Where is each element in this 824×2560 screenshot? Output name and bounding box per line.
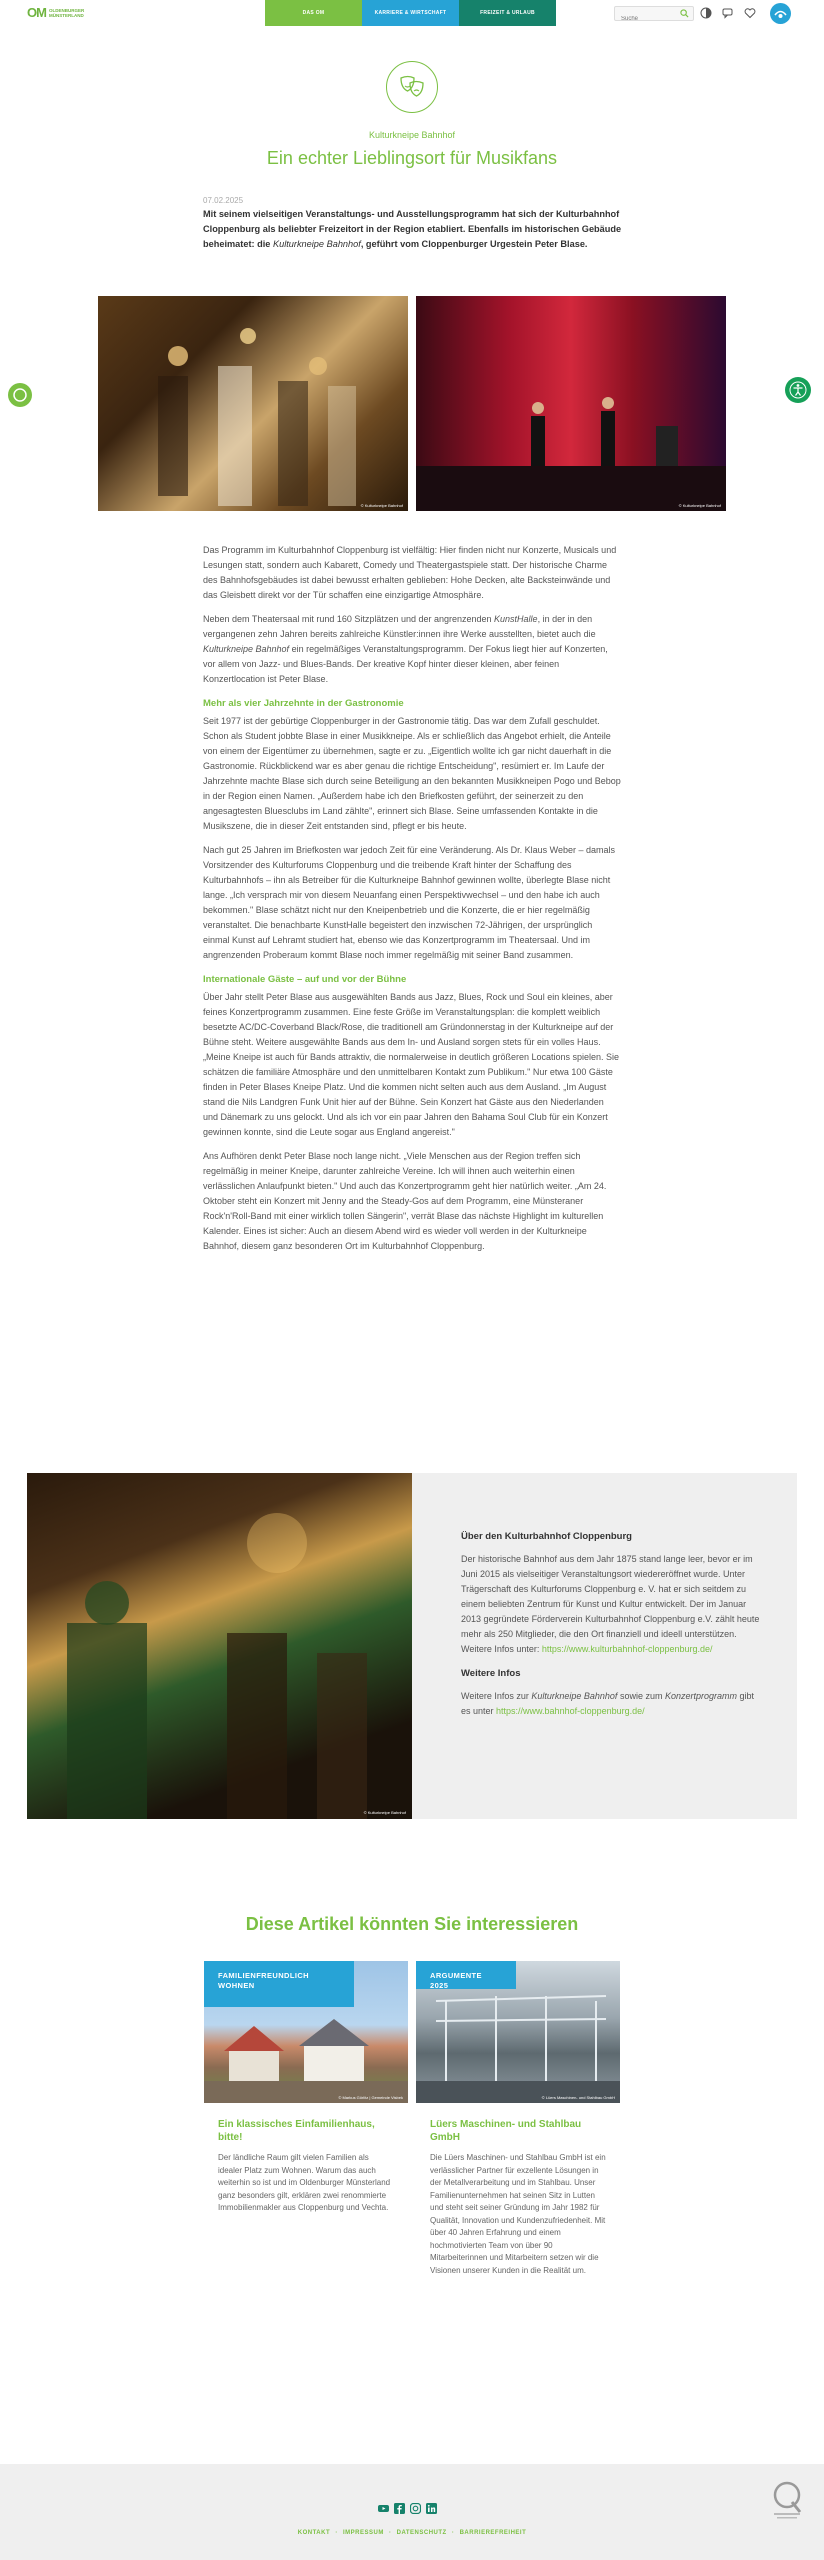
footer-link-datenschutz[interactable]: DATENSCHUTZ <box>396 2530 447 2536</box>
text: Der historische Bahnhof aus dem Jahr 1875 stand lange leer, bevor er im Juni 2015 als vielseitiger Veranstaltungsort wiedereröffnet wurde. Unter Trägerschaft des Kulturforums Cloppenburg e. V. hat er sich seitdem zu einem beliebten Zentrum für Kunst und Kultur entwickelt. Der im Januar 2013 gegründete Förderverein Kulturbahnhof Cloppenburg e.V. zählt heute mehr als 250 Mitglieder, die den Ort finanziell und ideell unterstützen. Weitere Infos unter: <box>461 1554 760 1654</box>
paragraph <box>203 612 621 687</box>
info-photo-concert <box>27 1473 412 1819</box>
text-italic: Kulturkneipe Bahnhof <box>531 1691 618 1701</box>
info-heading-more: Weitere Infos <box>461 1668 521 1679</box>
quality-seal-icon <box>770 2480 804 2520</box>
text-italic: Kulturkneipe Bahnhof <box>203 644 290 654</box>
user-icon <box>770 3 791 24</box>
lead-emphasis: Kulturkneipe Bahnhof <box>272 239 361 249</box>
kulturbahnhof-link[interactable]: https://www.kulturbahnhof-cloppenburg.de/ <box>541 1644 713 1654</box>
card-title[interactable]: Ein klassisches Einfamilienhaus, bitte! <box>218 2119 375 2143</box>
theater-masks-icon <box>386 61 438 113</box>
text: ein regelmäßiges Veranstaltungsprogramm. Der Fokus liegt hier auf Konzerten, vor allem von Jazz- und Blues-Bands. Der kreative Kopf hinter dieser kleinen, aber feinen Konzertlocation ist Peter Blase. <box>203 644 608 684</box>
social-links <box>378 2503 437 2514</box>
accessibility-icon <box>789 381 807 399</box>
card-badge: ARGUMENTE 2025 <box>416 1961 516 1989</box>
article-kicker: Kulturkneipe Bahnhof <box>368 130 456 140</box>
footer-link-kontakt[interactable]: KONTAKT <box>297 2530 331 2536</box>
paragraph: Seit 1977 ist der gebürtige Cloppenburger in der Gastronomie tätig. Das war dem Zufall geschuldet. Schon als Student jobbte Blase in einer Musikkneipe. Als er schließlich das Angebot erhielt, die Anteile von einem der Eigentümer zu übernehmen, sagte er zu. „Eigentlich wollte ich gar nicht dauerhaft in die Gastronomie. Rückblickend war es aber genau die richtige Entscheidung", resümiert er. Im Laufe der Jahrzehnte machte Blase sich durch seine Beteiligung an den bekannten Musikkneipen Pogo und Bebop in der Region einen Namen. „Außerdem habe ich den Briefkosten geführt, der seinerzeit zu den angesagtesten Bluesclubs im Land zählte", erinnert sich Blase. Seine umfassenden Kontakte in die Musikszene, die in dieser Zeit entstanden sind, pflegt er bis heute. <box>203 716 621 831</box>
search-icon[interactable] <box>680 9 689 18</box>
search-box <box>614 6 694 21</box>
card-image <box>204 1961 408 2103</box>
footer-link-impressum[interactable]: IMPRESSUM <box>342 2530 384 2536</box>
accessibility-button[interactable] <box>785 377 811 403</box>
related-card[interactable] <box>204 1961 408 2215</box>
info-paragraph <box>461 1552 761 1657</box>
info-paragraph <box>461 1689 761 1719</box>
concert-illustration <box>27 1473 412 1819</box>
paragraph: Das Programm im Kulturbahnhof Cloppenburg ist vielfältig: Hier finden nicht nur Konzerte, Musicals und Lesungen statt, sondern auch Kabarett, Comedy und Theatergastspiele statt. Der historische Charme des Bahnhofsgebäudes ist dabei bewusst erhalten geblieben: Hohe Decken, alte Backsteinwände und das Gleisbett direkt vor der Tür schaffen eine einzigartige Atmosphäre. <box>203 545 617 600</box>
card-text: Die Lüers Maschinen- und Stahlbau GmbH ist ein verlässlicher Partner für exzellente Lösungen in der Metallverarbeitung und im Stahlbau. Unser Familienunternehmen hat seinen Sitz in Lutten und steht seit seiner Gründung im Jahr 1982 für Qualität, Innovation und Kundenzufriedenheit. Mit über 40 Jahren Erfahrung und einem hochmotivierten Team von über 90 Mitarbeiterinnen und Mitarbeitern setzen wir die Visionen unserer Kunden in die Realität um. <box>430 2153 606 2275</box>
stage-illustration <box>416 296 726 511</box>
photo-credit: © Kulturkneipe Bahnhof <box>363 1810 406 1815</box>
bahnhof-link[interactable]: https://www.bahnhof-cloppenburg.de/ <box>496 1706 645 1716</box>
nav-tab-freizeit-urlaub[interactable]: FREIZEIT & URLAUB <box>459 0 556 26</box>
text: gibt es unter <box>461 1691 754 1716</box>
crowd-illustration <box>98 296 408 511</box>
main-nav <box>265 0 556 26</box>
paragraph: Nach gut 25 Jahren im Briefkosten war jedoch Zeit für eine Veränderung. Als Dr. Klaus Weber – damals Vorsitzender des Kulturforums Cloppenburg und die treibende Kraft hinter der Schaffung des Kulturbahnhofs – ihn als Betreiber für die Kulturkneipe Bahnhof gewinnen wollte, überlegte Blase nicht lange. „Ich versprach mir von diesem Neuanfang einen Perspektivwechsel – und den habe ich auch bekommen." Blase schätzt nicht nur den Kneipenbetrieb und die Konzerte, die er hier regelmäßig veranstaltet. Die benachbarte KunstHalle begeistert den inzwischen 72-Jährigen, der ursprünglich einmal Kunst auf Lehramt studiert hat, ebenso wie das Konzertprogramm im Theatersaal. Und im angrenzenden Proberaum kommt Blase noch immer regelmäßig mit seiner Band zusammen. <box>203 845 616 960</box>
photo-credit: © Kulturkneipe Bahnhof <box>360 503 403 508</box>
footer-link-barrierefreiheit[interactable]: BARRIEREFREIHEIT <box>459 2530 527 2536</box>
contrast-icon[interactable] <box>700 7 712 19</box>
card-badge: FAMILIENFREUNDLICH WOHNEN <box>204 1961 354 2007</box>
site-header <box>0 0 824 27</box>
nav-tab-karriere-wirtschaft[interactable]: KARRIERE & WIRTSCHAFT <box>362 0 459 26</box>
instagram-icon[interactable] <box>410 2503 421 2514</box>
text-italic: KunstHalle <box>494 614 538 624</box>
section-heading: Internationale Gäste – auf und vor der Bühne <box>203 974 407 985</box>
text: , in der in den vergangenen zehn Jahren bereits zahlreiche Künstler:innen ihre Werke ausstellten, bietet auch die <box>203 614 596 639</box>
site-logo[interactable] <box>27 5 84 20</box>
footer-links <box>0 2530 824 2536</box>
info-box <box>27 1473 797 1819</box>
side-widget-button[interactable] <box>8 383 32 407</box>
lead-text-2: , geführt vom Cloppenburger Urgestein Peter Blase. <box>360 239 588 249</box>
nav-tab-das-om[interactable]: DAS OM <box>265 0 362 26</box>
footer-separator: · <box>389 2530 392 2536</box>
article-lead <box>203 207 623 252</box>
info-heading-about: Über den Kulturbahnhof Cloppenburg <box>461 1531 632 1542</box>
text: Neben dem Theatersaal mit rund 160 Sitzplätzen und der angrenzenden <box>203 614 495 624</box>
article-photo-crowd <box>98 296 408 511</box>
text: sowie zum <box>617 1691 665 1701</box>
card-title[interactable]: Lüers Maschinen- und Stahlbau GmbH <box>430 2119 582 2143</box>
logo-text-line-1: OLDENBURGER <box>48 7 85 13</box>
card-text: Der ländliche Raum gilt vielen Familien als idealer Platz zum Wohnen. Warum das auch weiterhin so ist und im Oldenburger Münsterland ganz besonders gilt, erklären zwei renommierte Immobilienmakler aus Cloppenburg und Vechta. <box>218 2153 391 2212</box>
article-title: Ein echter Lieblingsort für Musikfans <box>266 148 558 168</box>
text: Weitere Infos zur <box>461 1691 532 1701</box>
article-date: 07.02.2025 <box>203 196 244 205</box>
chat-icon[interactable] <box>722 7 734 19</box>
article-photo-stage <box>416 296 726 511</box>
text-italic: Konzertprogramm <box>664 1691 737 1701</box>
photo-credit: © Markus Görlitz | Gemeinde Visbek <box>338 2095 403 2100</box>
info-text <box>461 1529 761 1728</box>
paragraph: Über Jahr stellt Peter Blase aus ausgewählten Bands aus Jazz, Blues, Rock und Soul ein kleines, aber feines Konzertprogramm zusammen. Eine feste Größe im Veranstaltungsplan: die komplett weiblich besetzte AC/DC-Coverband Black/Rose, die traditionell am Gründonnerstag in der Kulturkneipe auf der Bühne steht. Weitere ausgewählte Bands aus dem In- und Ausland sorgen stets für ein volles Haus. „Meine Kneipe ist auch für Bands attraktiv, die normalerweise in deutlich größeren Locations spielen. Sie schätzen die familiäre Atmosphäre und den unmittelbaren Kontakt zum Publikum." Nur etwa 100 Gäste finden in Peter Blases Kneipe Platz. Und die kommen nicht selten auch aus dem Ausland. „Im August stand die Nils Landgren Funk Unit hier auf der Bühne. Sein Konzert hat Gäste aus den Niederlanden und Dänemark zu uns gelockt. Und als ich vor ein paar Jahren den Bahama Soul Club für ein Konzert gewinnen konnte, sind die Leute sogar aus England angereist." <box>203 992 620 1137</box>
lead-text-1: Mit seinem vielseitigen Veranstaltungs- und Ausstellungsprogramm hat sich der Kulturbahnhof Cloppenburg als beliebter Freizeitort in der Region etabliert. Ebenfalls im historischen Gebäude beheimatet: die <box>203 209 622 249</box>
search-input[interactable] <box>615 13 677 26</box>
related-title: Diese Artikel könnten Sie interessieren <box>245 1914 579 1934</box>
facebook-icon[interactable] <box>394 2503 405 2514</box>
related-card[interactable] <box>416 1961 620 2277</box>
footer-separator: · <box>335 2530 338 2536</box>
section-heading: Mehr als vier Jahrzehnte in der Gastronomie <box>203 698 404 709</box>
logo-mark: OM <box>27 5 46 20</box>
logo-text-line-2: MÜNSTERLAND <box>48 12 84 18</box>
card-image <box>416 1961 620 2103</box>
favorites-icon[interactable] <box>744 7 756 19</box>
profile-button[interactable] <box>770 3 791 24</box>
photo-credit: © Kulturkneipe Bahnhof <box>678 503 721 508</box>
article-body <box>203 543 621 1263</box>
photo-credit: © Lüers Maschinen- und Stahlbau GmbH <box>541 2095 615 2100</box>
leaf-icon <box>8 383 32 407</box>
youtube-icon[interactable] <box>378 2503 389 2514</box>
footer-separator: · <box>451 2530 455 2536</box>
linkedin-icon[interactable] <box>426 2503 437 2514</box>
paragraph: Ans Aufhören denkt Peter Blase noch lange nicht. „Viele Menschen aus der Region treffen sich regelmäßig in meiner Kneipe, darunter zahlreiche Vereine. Ich will ihnen auch weiterhin einen verlässlichen Anlaufpunkt bieten." Und auch das Konzertprogramm geht hier natürlich weiter. „Am 24. Oktober steht ein Konzert mit Jenny and the Steady-Gos auf dem Programm, eine Münsteraner Rock'n'Roll-Band mit einer wirklich tollen Sängerin", verrät Blase das nächste Highlight im kulturellen Kalender. Eines ist sicher: Auch an diesem Abend wird es wieder voll werden in der Kulturkneipe Bahnhof, diesem ganz besonderen Ort im Kulturbahnhof Cloppenburg. <box>203 1151 607 1251</box>
